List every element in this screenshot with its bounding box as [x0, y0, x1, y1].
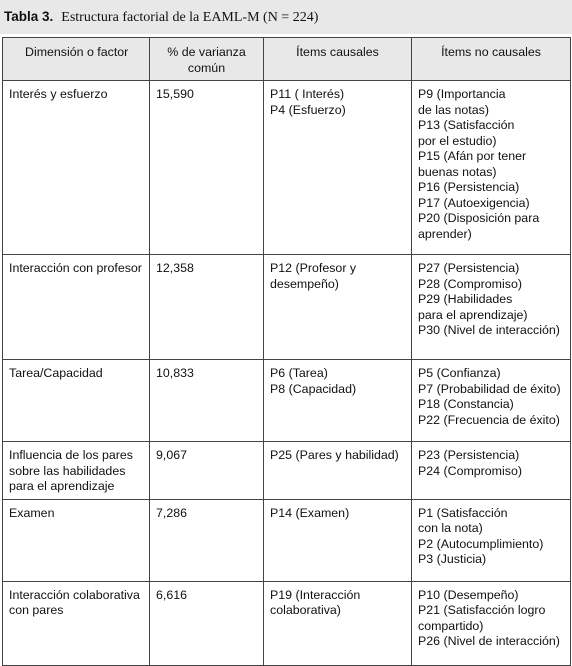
noncausal-item: P9 (Importancia de las notas) [418, 87, 506, 117]
noncausal-item: P29 (Habilidades para el aprendizaje) [418, 292, 528, 322]
header-causal-items: Ítems causales [264, 38, 412, 81]
noncausal-item: P3 (Justicia) [418, 552, 487, 566]
causal-item: P12 (Profesor y desempeño) [270, 261, 357, 291]
noncausal-item: P22 (Frecuencia de éxito) [418, 412, 560, 427]
table-row [3, 581, 571, 665]
variance-cell: 15,590 [150, 81, 264, 255]
table-row [3, 360, 571, 442]
variance-cell: 6,616 [150, 581, 264, 665]
table-caption-text: Estructura factorial de la EAML-M (N = 224) [61, 10, 319, 25]
noncausal-item: P5 (Confianza) [418, 366, 501, 380]
variance-cell: 7,286 [150, 499, 264, 581]
table-row [3, 255, 571, 360]
causal-item: P14 (Examen) [270, 505, 350, 520]
header-factor: Dimensión o factor [3, 38, 150, 81]
noncausal-item: P26 (Nivel de interacción) [418, 634, 560, 648]
noncausal-item: P10 (Desempeño) [418, 587, 519, 602]
variance-cell: 10,833 [150, 360, 264, 442]
variance-cell: 12,358 [150, 255, 264, 360]
table-row [3, 442, 571, 500]
causal-item: P25 (Pares y habilidad) [270, 448, 399, 462]
factor-cell: Examen [3, 499, 150, 581]
causal-item: P11 ( Interés) [270, 87, 345, 101]
causal-item: P4 (Esfuerzo) [270, 102, 346, 117]
noncausal-items-cell [412, 81, 571, 255]
noncausal-items-cell [412, 581, 571, 665]
factor-cell: Interacción con profesor [3, 255, 150, 360]
header-variance: % de varianza común [150, 38, 264, 81]
noncausal-item: P13 (Satisfacción por el estudio) [418, 118, 515, 148]
table-row [3, 499, 571, 581]
noncausal-item: P7 (Probabilidad de éxito) [418, 381, 561, 396]
causal-items-cell [264, 81, 412, 255]
causal-items-cell [264, 499, 412, 581]
noncausal-item: P15 (Afán por tener buenas notas) [418, 149, 527, 179]
noncausal-items-cell [412, 499, 571, 581]
table-header-row [3, 38, 571, 81]
variance-cell: 9,067 [150, 442, 264, 500]
causal-items-cell [264, 255, 412, 360]
noncausal-items-cell [412, 255, 571, 360]
header-noncausal-items: Ítems no causales [412, 38, 571, 81]
noncausal-items-cell [412, 360, 571, 442]
causal-items-cell [264, 442, 412, 500]
causal-items-cell [264, 360, 412, 442]
factor-cell: Interés y esfuerzo [3, 81, 150, 255]
table-caption [0, 0, 572, 34]
factor-cell: Tarea/Capacidad [3, 360, 150, 442]
noncausal-item: P21 (Satisfacción logro compartido) [418, 603, 546, 633]
noncausal-item: P16 (Persistencia) [418, 180, 520, 194]
causal-item: P19 (Interacción colaborativa) [270, 587, 361, 617]
noncausal-item: P24 (Compromiso) [418, 463, 522, 478]
noncausal-item: P28 (Compromiso) [418, 276, 522, 291]
table-caption-label: Tabla 3. [4, 9, 54, 24]
noncausal-item: P1 (Satisfacción con la nota) [418, 505, 508, 535]
causal-item: P6 (Tarea) [270, 366, 328, 380]
noncausal-item: P30 (Nivel de interacción) [418, 323, 560, 337]
noncausal-item: P18 (Constancia) [418, 397, 514, 411]
noncausal-item: P23 (Persistencia) [418, 448, 520, 462]
noncausal-item: P27 (Persistencia) [418, 261, 520, 275]
noncausal-item: P17 (Autoexigencia) [418, 195, 530, 210]
factor-cell: Interacción colaborativa con pares [3, 581, 150, 665]
noncausal-item: P20 (Disposición para aprender) [418, 211, 540, 241]
causal-item: P8 (Capacidad) [270, 381, 357, 396]
factor-structure-table [2, 37, 571, 666]
noncausal-items-cell [412, 442, 571, 500]
causal-items-cell [264, 581, 412, 665]
factor-cell: Influencia de los pares sobre las habilidades para el aprendizaje [3, 442, 150, 500]
noncausal-item: P2 (Autocumplimiento) [418, 536, 544, 551]
table-row [3, 81, 571, 255]
